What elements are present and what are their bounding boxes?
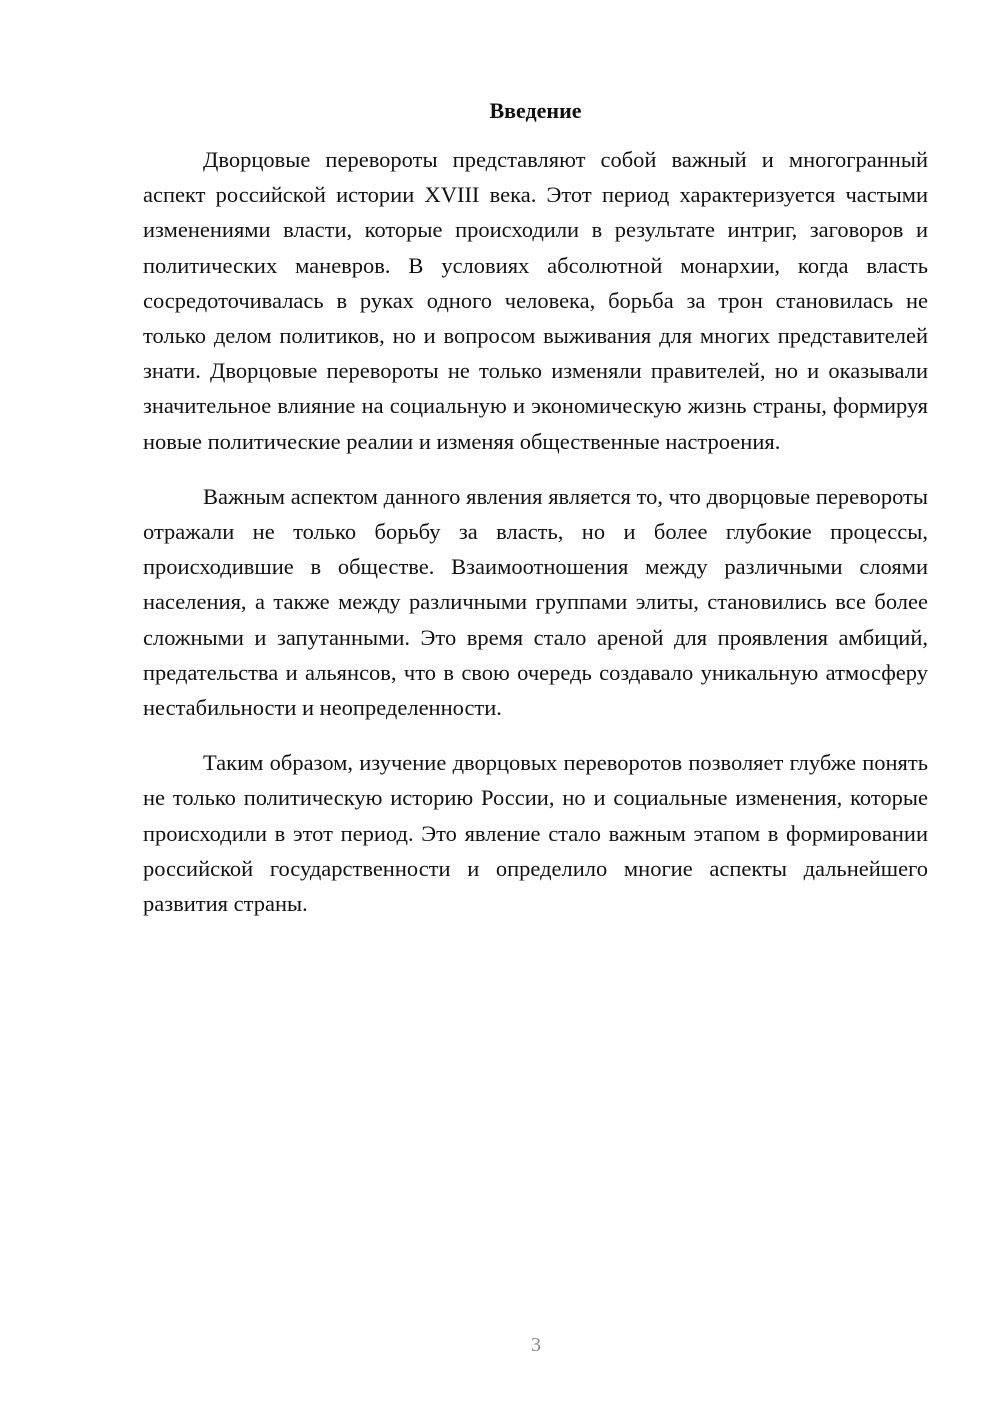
section-heading: Введение [489, 98, 582, 123]
paragraph-2: Важным аспектом данного явления является то, что дворцовые перевороты отражали не только борьбу за власть, но и более глубокие процессы, происходившие в обществе. Взаимоотношения между различными слоями населения, а также между различными группами элиты, становились все более сложными и запутанными. Это время стало ареной для проявления амбиций, предательства и альянсов, что в свою очередь создавало уникальную атмосферу нестабильности и неопределенности. [143, 483, 928, 721]
body-text [143, 142, 928, 941]
paragraph-3: Таким образом, изучение дворцовых переворотов позволяет глубже понять не только политическую историю России, но и социальные изменения, которые происходили в этот период. Это явление стало важным этапом в формировании российской государственности и определило многие аспекты дальнейшего развития страны. [143, 750, 928, 917]
paragraph-1: Дворцовые перевороты представляют собой важный и многогранный аспект российской истории XVIII века. Этот период характеризуется частыми изменениями власти, которые происходили в результате интриг, заговоров и политических маневров. В условиях абсолютной монархии, когда власть сосредоточивалась в руках одного человека, борьба за трон становилась не только делом политиков, но и вопросом выживания для многих представителей знати. Дворцовые перевороты не только изменяли правителей, но и оказывали значительное влияние на социальную и экономическую жизнь страны, формируя новые политические реалии и изменяя общественные настроения. [143, 147, 928, 454]
page-number: 3 [531, 1334, 541, 1356]
